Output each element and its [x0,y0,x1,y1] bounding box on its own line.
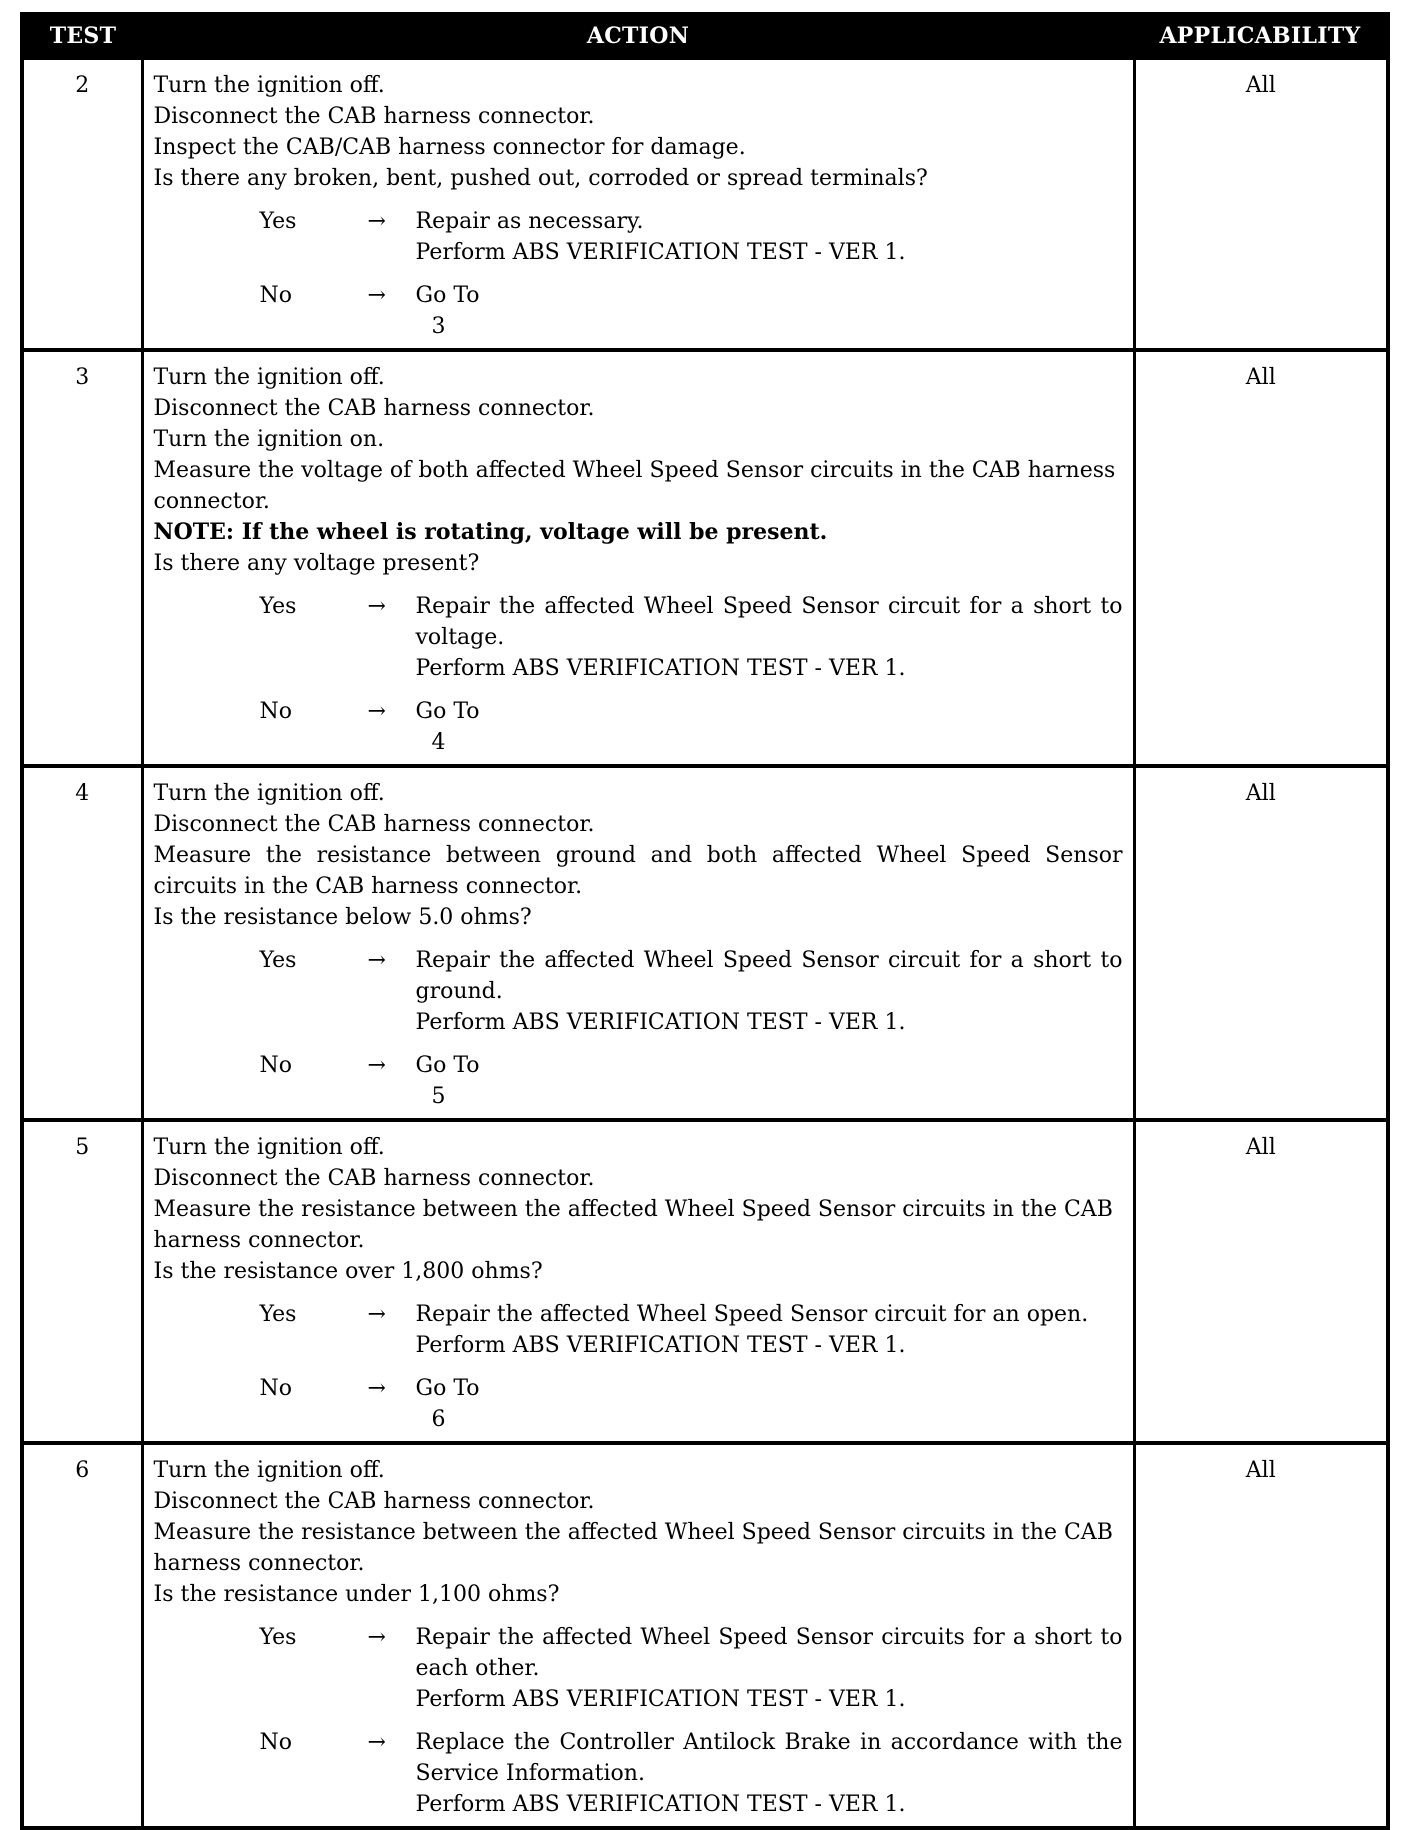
header-applicability: APPLICABILITY [1134,16,1386,58]
no-result [416,696,1123,758]
yes-label: Yes [259,1302,297,1327]
yes-outcome [154,1299,1123,1361]
action-cell [142,766,1134,1120]
step-text: Inspect the CAB/CAB harness connector for damage. [153,135,746,160]
no-outcome [154,1050,1123,1112]
step-text: Measure the resistance between the affected Wheel Speed Sensor circuits in the CAB harness connector. [153,1520,1113,1576]
no-result [416,1373,1123,1435]
result-text: Perform ABS VERIFICATION TEST - VER 1. [415,1792,906,1817]
no-label: No [259,283,292,308]
applicability-cell: All [1134,1443,1386,1826]
right-arrow-icon: → [367,1625,386,1650]
test-number: 4 [24,766,142,1120]
test-row-4 [24,766,1386,1120]
test-row-6 [24,1443,1386,1826]
question-text: Is there any voltage present? [153,551,480,576]
action-cell [142,58,1134,350]
yes-outcome [154,945,1123,1038]
right-arrow-icon: → [367,699,386,724]
goto-text: Go To [415,1053,480,1078]
step-text: Turn the ignition off. [153,781,385,806]
action-cell [142,1443,1134,1826]
yes-result [416,1299,1123,1361]
goto-test-number: 6 [431,1407,446,1432]
applicability-cell: All [1134,766,1386,1120]
test-row-3 [24,350,1386,766]
test-number: 2 [24,58,142,350]
goto-text: Go To [415,283,480,308]
goto-text: Go To [415,699,480,724]
right-arrow-icon: → [367,948,386,973]
result-text: Repair the affected Wheel Speed Sensor circuits for a short to each other. [415,1625,1123,1681]
step-text: Turn the ignition off. [153,1135,385,1160]
step-text: Is the resistance over 1,800 ohms? [153,1259,543,1284]
step-text: Is the resistance under 1,100 ohms? [153,1582,560,1607]
step-text: Is the resistance below 5.0 ohms? [153,905,532,930]
result-text: Repair as necessary. [415,209,644,234]
right-arrow-icon: → [367,283,386,308]
step-text: Turn the ignition off. [153,1458,385,1483]
result-text: Repair the affected Wheel Speed Sensor circuit for an open. [415,1302,1089,1327]
test-number: 3 [24,350,142,766]
test-row-5 [24,1120,1386,1443]
step-text: Turn the ignition off. [153,73,385,98]
action-cell [142,1120,1134,1443]
no-result [416,280,1123,342]
step-text: Disconnect the CAB harness connector. [153,1166,595,1191]
no-result [416,1050,1123,1112]
header-test: TEST [24,16,142,58]
no-result [416,1727,1123,1820]
step-text: Disconnect the CAB harness connector. [153,104,595,129]
no-outcome [154,696,1123,758]
result-text: Repair the affected Wheel Speed Sensor circuit for a short to voltage. [415,594,1123,650]
diagnostic-test-table [20,12,1390,1830]
step-text: Measure the resistance between ground and both affected Wheel Speed Sensor circuits in the CAB harness connector. [153,843,1123,899]
applicability-cell: All [1134,58,1386,350]
step-text: Disconnect the CAB harness connector. [153,812,595,837]
applicability-cell: All [1134,350,1386,766]
step-text: Disconnect the CAB harness connector. [153,396,595,421]
yes-label: Yes [259,948,297,973]
yes-outcome [154,591,1123,684]
step-text: Measure the resistance between the affected Wheel Speed Sensor circuits in the CAB harness connector. [153,1197,1113,1253]
step-text: Is there any broken, bent, pushed out, corroded or spread terminals? [153,166,928,191]
right-arrow-icon: → [367,209,386,234]
goto-text: Go To [415,1376,480,1401]
step-text: Measure the voltage of both affected Wheel Speed Sensor circuits in the CAB harness connector. [153,458,1116,514]
result-text: Replace the Controller Antilock Brake in accordance with the Service Information. [415,1730,1123,1786]
yes-result [416,1622,1123,1715]
result-text: Perform ABS VERIFICATION TEST - VER 1. [415,1687,906,1712]
right-arrow-icon: → [367,1302,386,1327]
right-arrow-icon: → [367,1053,386,1078]
goto-test-number: 5 [431,1084,446,1109]
step-text: Disconnect the CAB harness connector. [153,1489,595,1514]
result-text: Repair the affected Wheel Speed Sensor circuit for a short to ground. [415,948,1123,1004]
yes-outcome [154,206,1123,268]
note-text: NOTE: If the wheel is rotating, voltage will be present. [153,519,828,545]
step-text: Turn the ignition on. [153,427,385,452]
result-text: Perform ABS VERIFICATION TEST - VER 1. [415,1010,906,1035]
test-number: 5 [24,1120,142,1443]
goto-test-number: 4 [431,730,446,755]
no-label: No [259,1376,292,1401]
yes-label: Yes [259,209,297,234]
yes-label: Yes [259,594,297,619]
test-table [24,16,1386,1826]
no-outcome [154,280,1123,342]
test-row-2 [24,58,1386,350]
no-outcome [154,1373,1123,1435]
result-text: Perform ABS VERIFICATION TEST - VER 1. [415,1333,906,1358]
yes-label: Yes [259,1625,297,1650]
yes-result [416,206,1123,268]
no-label: No [259,1053,292,1078]
test-number: 6 [24,1443,142,1826]
right-arrow-icon: → [367,1376,386,1401]
result-text: Perform ABS VERIFICATION TEST - VER 1. [415,240,906,265]
goto-test-number: 3 [431,314,446,339]
right-arrow-icon: → [367,1730,386,1755]
action-cell [142,350,1134,766]
header-action: ACTION [142,16,1134,58]
right-arrow-icon: → [367,594,386,619]
step-text: Turn the ignition off. [153,365,385,390]
no-outcome [154,1727,1123,1820]
result-text: Perform ABS VERIFICATION TEST - VER 1. [415,656,906,681]
yes-result [416,591,1123,684]
no-label: No [259,699,292,724]
no-label: No [259,1730,292,1755]
yes-outcome [154,1622,1123,1715]
header-row [24,16,1386,58]
applicability-cell: All [1134,1120,1386,1443]
yes-result [416,945,1123,1038]
